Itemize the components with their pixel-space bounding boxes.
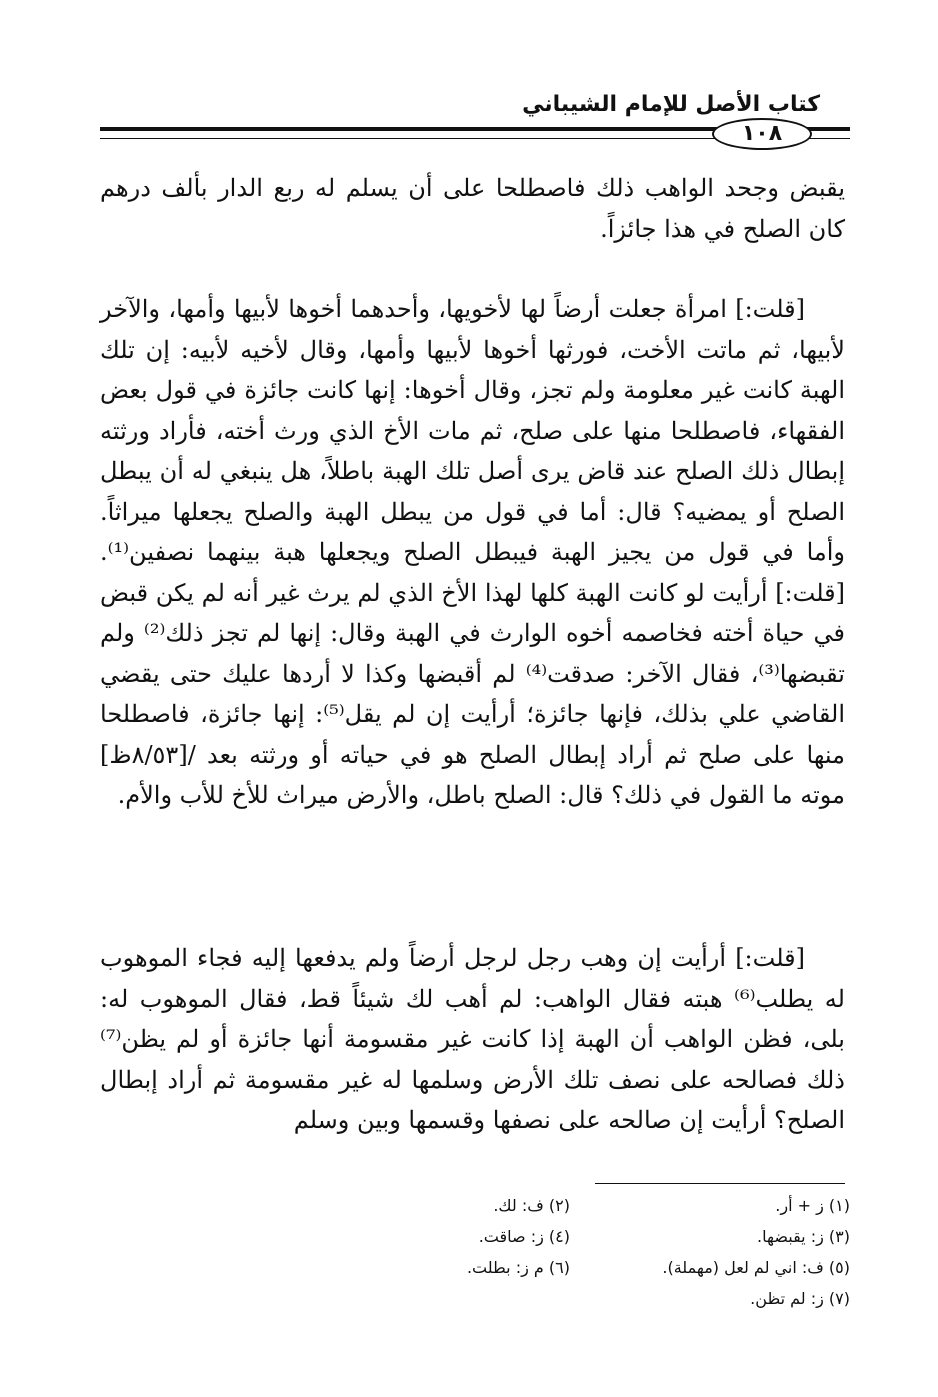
footnote-row (290, 1252, 850, 1283)
footnotes (290, 1190, 850, 1314)
page-number: ١٠٨ (712, 118, 812, 150)
footnote-row (290, 1283, 850, 1314)
footnote-row (290, 1190, 850, 1221)
footnote-6: (٦) م ز: بطلت. (466, 1258, 570, 1277)
paragraph-3: [قلت:] أرأيت إن وهب رجل لرجل أرضاً ولم يدفعها إليه فجاء الموهوب له يطلب⁽⁶⁾ هبته فقال الواهب: لم أهب لك شيئاً قط، فقال الموهوب له: بلى، فظن الواهب أن الهبة إذا كانت غير مقسومة أنها جائزة أو لم يظن⁽⁷⁾ ذلك فصالحه على نصف تلك الأرض وسلمها له غير مقسومة ثم أراد إبطال الصلح؟ أرأيت إن صالحه على نصفها وقسمها وبين وسلم (100, 944, 845, 1134)
body-text (100, 168, 845, 249)
running-header: كتاب الأصل للإمام الشيباني (522, 92, 820, 117)
footnote-2: (٢) ف: لك. (493, 1196, 570, 1215)
body-text-section-2 (100, 289, 845, 816)
paragraph-1: يقبض وجحد الواهب ذلك فاصطلحا على أن يسلم له ربع الدار بألف درهم كان الصلح في هذا جائزاً. (100, 174, 845, 243)
footnote-7: (٧) ز: لم تظن. (750, 1289, 850, 1308)
body-text-section-3 (100, 938, 845, 1141)
footnote-separator (595, 1183, 845, 1184)
footnote-5: (٥) ف: اني لم لعل (مهملة). (662, 1258, 850, 1277)
footnote-1: (١) ز + أر. (775, 1196, 850, 1215)
footnote-4: (٤) ز: صاقت. (478, 1227, 570, 1246)
footnote-3: (٣) ز: يقبضها. (757, 1227, 850, 1246)
paragraph-2: [قلت:] امرأة جعلت أرضاً لها لأخويها، وأحدهما أخوها لأبيها وأمها، والآخر لأبيها، ثم ماتت الأخت، فورثها أخوها لأبيها وأمها، وقال لأخيه لأبيه: إن تلك الهبة كانت غير معلومة ولم تجز، وقال أخوها: إنها كانت جائزة في قول بعض الفقهاء، فاصطلحا منها على صلح، ثم مات الأخ الذي ورث أخته، فأراد ورثته إبطال ذلك الصلح عند قاض يرى أصل تلك الهبة باطلاً، هل ينبغي له أن يبطل الصلح أو يمضيه؟ قال: أما في قول من يبطل الهبة والصلح يجعلها ميراثاً. وأما في قول من يجيز الهبة فيبطل الصلح ويجعلها هبة بينهما نصفين⁽¹⁾. [قلت:] أرأيت لو كانت الهبة كلها لهذا الأخ الذي لم يرث غير أنه لم يكن قبض في حياة أخته فخاصمه أخوه الوارث في الهبة وقال: إنها لم تجز ذلك⁽²⁾ ولم تقبضها⁽³⁾، فقال الآخر: صدقت⁽⁴⁾ لم أقبضها وكذا لا أردها عليك حتى يقضي القاضي علي بذلك، فإنها جائزة؛ أرأيت إن لم يقل⁽⁵⁾: إنها جائزة، فاصطلحا منها على صلح ثم أراد إبطال الصلح هو في حياته أو ورثته بعد /[٨/٥٣ظ] موته ما القول في ذلك؟ قال: الصلح باطل، والأرض ميراث للأخ للأب والأم. (100, 295, 846, 809)
footnote-row (290, 1221, 850, 1252)
